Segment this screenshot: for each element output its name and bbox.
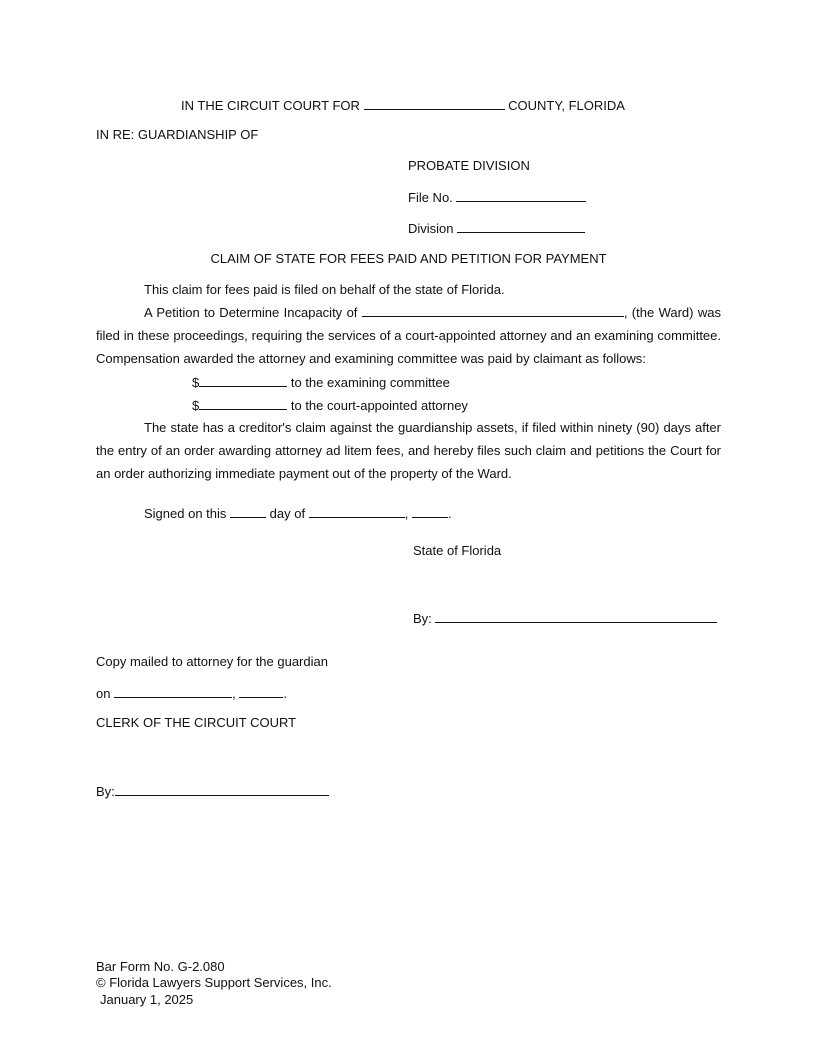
attorney-amount-blank[interactable]: [199, 397, 287, 410]
clerk-title-label: CLERK OF THE CIRCUIT COURT: [96, 715, 297, 730]
county-blank[interactable]: [364, 97, 505, 110]
day-of-label: day of: [269, 506, 306, 521]
fee-attorney-line: [192, 397, 468, 414]
fee-committee-line: [192, 374, 450, 391]
by-label: By:: [96, 784, 115, 799]
court-caption: [181, 97, 625, 114]
by-label: By:: [413, 611, 432, 626]
probate-division: [408, 158, 530, 174]
state-signature-blank[interactable]: [435, 610, 717, 623]
mailed-year-blank[interactable]: [239, 685, 283, 698]
petition-prefix: A Petition to Determine Incapacity of: [144, 305, 358, 320]
petition-paragraph: [96, 301, 721, 370]
division-line: [408, 220, 585, 237]
period: .: [447, 506, 452, 521]
in-re-label: IN RE: GUARDIANSHIP OF: [96, 127, 259, 142]
clerk-signature-blank[interactable]: [115, 783, 329, 796]
division-name: PROBATE DIVISION: [408, 158, 530, 173]
document-title: CLAIM OF STATE FOR FEES PAID AND PETITION FOR PAYMENT: [210, 251, 607, 266]
clerk-signature-line: [96, 783, 329, 800]
copy-mailed-line: [96, 654, 328, 670]
signed-date-line: [144, 505, 452, 522]
signed-day-blank[interactable]: [230, 505, 266, 518]
footer-form-no: Bar Form No. G-2.080: [96, 959, 225, 974]
file-no-blank[interactable]: [456, 189, 586, 202]
signed-year-blank[interactable]: [412, 505, 448, 518]
fee-committee-label: to the examining committee: [290, 375, 450, 390]
signed-month-blank[interactable]: [309, 505, 405, 518]
state-label: State of Florida: [413, 543, 502, 558]
in-re-line: [96, 127, 258, 143]
division-blank[interactable]: [457, 220, 585, 233]
dollar-sign: $: [192, 375, 200, 390]
comma: ,: [404, 506, 409, 521]
division-label: Division: [408, 221, 454, 236]
creditor-claim-paragraph: The state has a creditor's claim against the guardianship assets, if filed within ninety (90) days after the entry of an order awarding attorney ad litem fees, and hereby files such claim and petitions the Court for an order authorizing immediate payment out of the property of the Ward.: [96, 420, 721, 481]
intro-paragraph: This claim for fees paid is filed on behalf of the state of Florida.: [144, 282, 505, 297]
on-label: on: [96, 686, 111, 701]
state-signature-line: [413, 610, 717, 627]
mailed-date-line: [96, 685, 287, 702]
petition-suffix: , (the Ward) was filed in these proceedings, requiring the services of a court-appointed attorney and an examining committee. Compensation awarded the attorney and examining committee was paid by claimant as follows:: [96, 305, 721, 366]
footer-copyright: © Florida Lawyers Support Services, Inc.: [96, 975, 332, 990]
fee-attorney-label: to the court-appointed attorney: [290, 398, 468, 413]
court-suffix: COUNTY, FLORIDA: [508, 98, 625, 113]
ward-name-blank[interactable]: [362, 304, 624, 317]
state-of-florida: [413, 543, 501, 559]
committee-amount-blank[interactable]: [199, 374, 287, 387]
mailed-date-blank[interactable]: [114, 685, 232, 698]
file-no-label: File No.: [408, 190, 453, 205]
signed-prefix: Signed on this: [144, 506, 227, 521]
footer-date: January 1, 2025: [100, 992, 194, 1007]
file-no-line: [408, 189, 586, 206]
court-prefix: IN THE CIRCUIT COURT FOR: [181, 98, 360, 113]
comma: ,: [232, 686, 236, 701]
copy-mailed-label: Copy mailed to attorney for the guardian: [96, 654, 328, 669]
clerk-title: [96, 715, 296, 731]
dollar-sign: $: [192, 398, 200, 413]
period: .: [283, 686, 287, 701]
